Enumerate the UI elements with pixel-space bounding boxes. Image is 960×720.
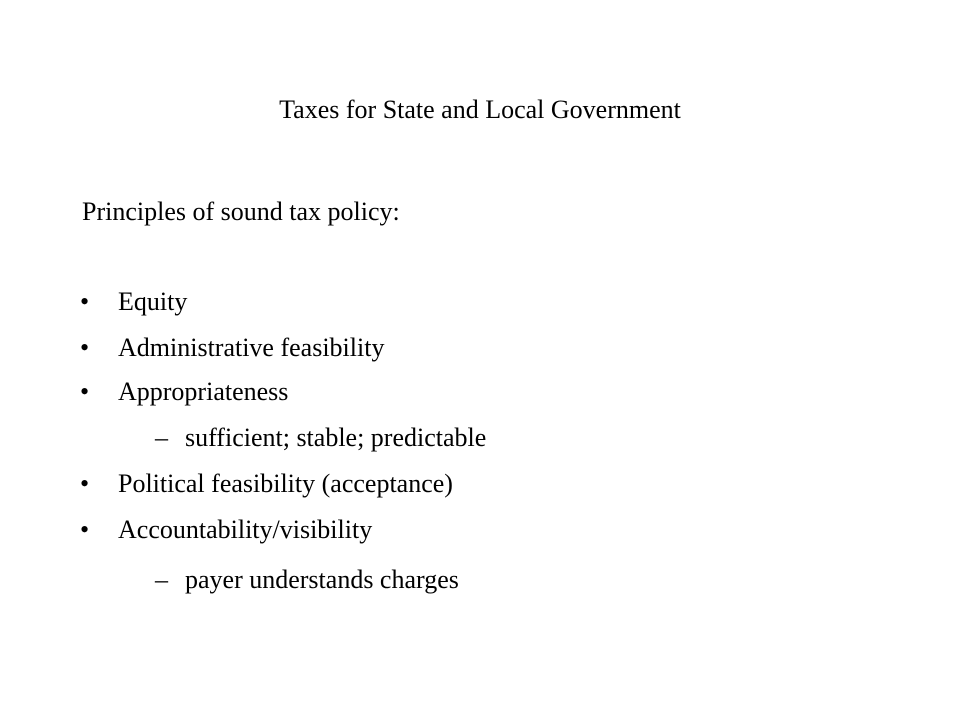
- sub-list-item: [155, 416, 486, 460]
- sub-list-item-text: payer understands charges: [185, 565, 459, 594]
- list-item: [80, 508, 372, 552]
- slide-title: Taxes for State and Local Government: [279, 95, 681, 124]
- list-item-text: Administrative feasibility: [118, 333, 385, 362]
- bullet-marker: •: [80, 515, 90, 544]
- list-item: [80, 326, 384, 370]
- sub-list-item-text: sufficient; stable; predictable: [185, 423, 487, 452]
- dash-marker: –: [155, 565, 168, 594]
- list-item-text: Equity: [118, 287, 188, 316]
- bullet-marker: •: [80, 287, 90, 316]
- list-item: [80, 280, 187, 324]
- sub-list-item: [155, 558, 459, 602]
- list-item-text: Political feasibility (acceptance): [118, 469, 453, 498]
- list-item-text: Accountability/visibility: [118, 515, 373, 544]
- list-item-text: Appropriateness: [118, 377, 289, 406]
- bullet-marker: •: [80, 333, 90, 362]
- dash-marker: –: [155, 423, 168, 452]
- bullet-marker: •: [80, 377, 90, 406]
- bullet-marker: •: [80, 469, 90, 498]
- list-item: [80, 370, 288, 414]
- slide-subtitle: Principles of sound tax policy:: [82, 197, 400, 226]
- list-item: [80, 462, 453, 506]
